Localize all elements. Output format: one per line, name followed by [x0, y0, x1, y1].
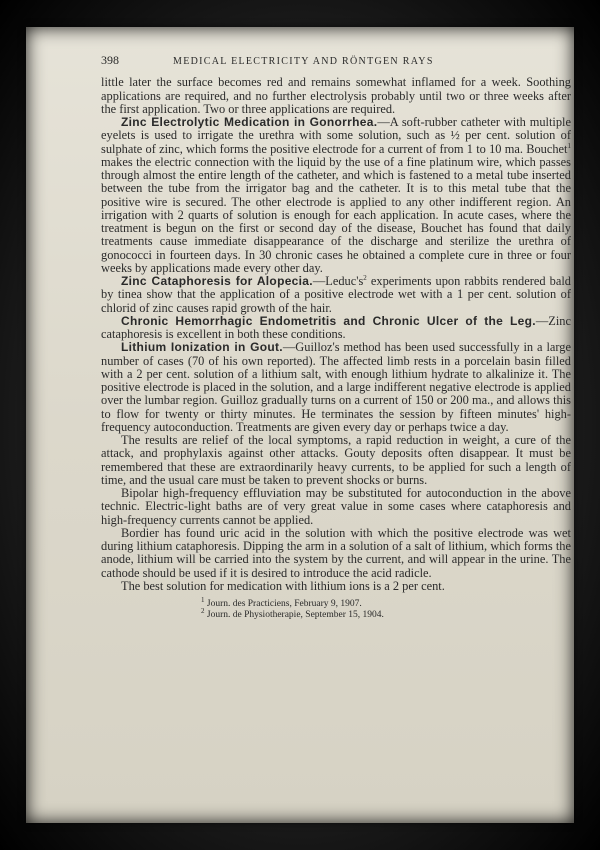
footnote-mark: 1 — [201, 595, 205, 604]
paragraph-text: —Guilloz's method has been used successfully in a large number of cases (70 of his own reported). The affected limb rests in a porcelain basin filled with a 2 per cent. solution of a lithium salt, with enough lithium hydrate to alkalinize it. The positive electrode is placed in the solution, and a large indifferent negative electrode is applied over the lumbar region. Guilloz gradually turns on a current of 150 or 200 ma., and allows this to flow for twenty or thirty minutes. He terminates the session by fifteen minutes' high-frequency autoconduction. Treatments are given every day or perhaps twice a day. — [101, 340, 571, 434]
paragraph-bipolar: Bipolar high-frequency effluviation may be substituted for autoconduction in the above technic. Electric-light baths are of very great value in some cases where cataphoresis and high-frequency currents cannot be applied. — [101, 486, 571, 527]
footnote-ref: 1 — [567, 141, 571, 150]
footnote-2 — [201, 606, 571, 621]
footnotes — [101, 595, 571, 621]
section-heading: Chronic Hemorrhagic Endometritis and Chronic Ulcer of the Leg. — [121, 313, 536, 328]
paragraph-text: experiments upon rabbits rendered bald by tinea show that the application of a positive electrode wet with a 1 per cent. solution of chlorid of zinc causes rapid growth of the hair. — [101, 274, 571, 315]
paragraph-text: makes the electric connection with the liquid by the use of a fine platinum wire, which passes through almost the entire length of the catheter, and which is fastened to a metal tube inserted between the tube from the irrigator bag and the catheter. It is to this metal tube that the positive wire is secured. The other electrode is applied to any other indifferent region. An irrigation with 2 quarts of solution is enough for each application. In acute cases, where the treatment is begun on the first or second day of the disease, Bouchet has found that daily treatments cause immediate disappearance of the discharge and sterilize the urethra of gonococci in fourteen days. In 30 chronic cases he obtained a complete cure in three or four weeks by applications made every other day. — [101, 154, 571, 275]
section-endometritis — [101, 315, 571, 342]
footnote-mark: 2 — [201, 606, 205, 615]
section-zinc-alopecia — [101, 275, 571, 315]
book-page — [26, 27, 574, 823]
running-title: MEDICAL ELECTRICITY AND RÖNTGEN RAYS — [173, 56, 434, 67]
paragraph-bordier: Bordier has found uric acid in the solution with which the positive electrode was wet during lithium cataphoresis. Dipping the arm in a solution of a salt of lithium, which forms the anode, lithium will be carried into the system by the current, and will appear in the urine. The cathode should be used if it is desired to introduce the acid radicle. — [101, 525, 571, 580]
footnote-ref: 2 — [363, 273, 367, 282]
section-heading: Zinc Cataphoresis for Alopecia. — [121, 274, 313, 288]
page-number: 398 — [101, 53, 119, 67]
section-zinc-gonorrhea — [101, 116, 571, 275]
footnote-1 — [201, 595, 571, 610]
footnote-text: Journ. des Practiciens, February 9, 1907. — [204, 599, 362, 609]
paragraph-text: —A soft-rubber catheter with multiple eyelets is used to irrigate the urethra with some solution, such as ½ per cent. solution of sulphate of zinc, which forms the positive electrode for a current of from 1 to 10 ma. Bouchet — [101, 115, 571, 156]
footnote-text: Journ. de Physiotherapie, September 15, 1904. — [204, 610, 384, 620]
paragraph-text: —Leduc's — [312, 274, 364, 288]
page-content — [101, 54, 571, 621]
section-heading: Lithium Ionization in Gout. — [121, 340, 283, 355]
paragraph-text: —Zinc cataphoresis is excellent in both these conditions. — [101, 313, 571, 341]
paragraph-best-solution: The best solution for medication with lithium ions is a 2 per cent. — [121, 578, 445, 593]
running-head — [101, 54, 571, 68]
section-lithium-gout — [101, 341, 571, 434]
section-heading: Zinc Electrolytic Medication in Gonorrhea. — [121, 115, 378, 129]
paragraph-continuation: little later the surface becomes red and remains somewhat inflamed for a week. Soothing applications are required, and no further electrolysis probably until two or three weeks after the first application. Two or three applications are required. — [101, 75, 571, 116]
paragraph-results: The results are relief of the local symptoms, a rapid reduction in weight, a cure of the attack, and prophylaxis against other attacks. Gouty deposits often disappear. It must be remembered that these are extraordinarily heavy currents, to be applied for such a length of time, and the usual care must be taken to prevent shocks or burns. — [101, 433, 571, 487]
